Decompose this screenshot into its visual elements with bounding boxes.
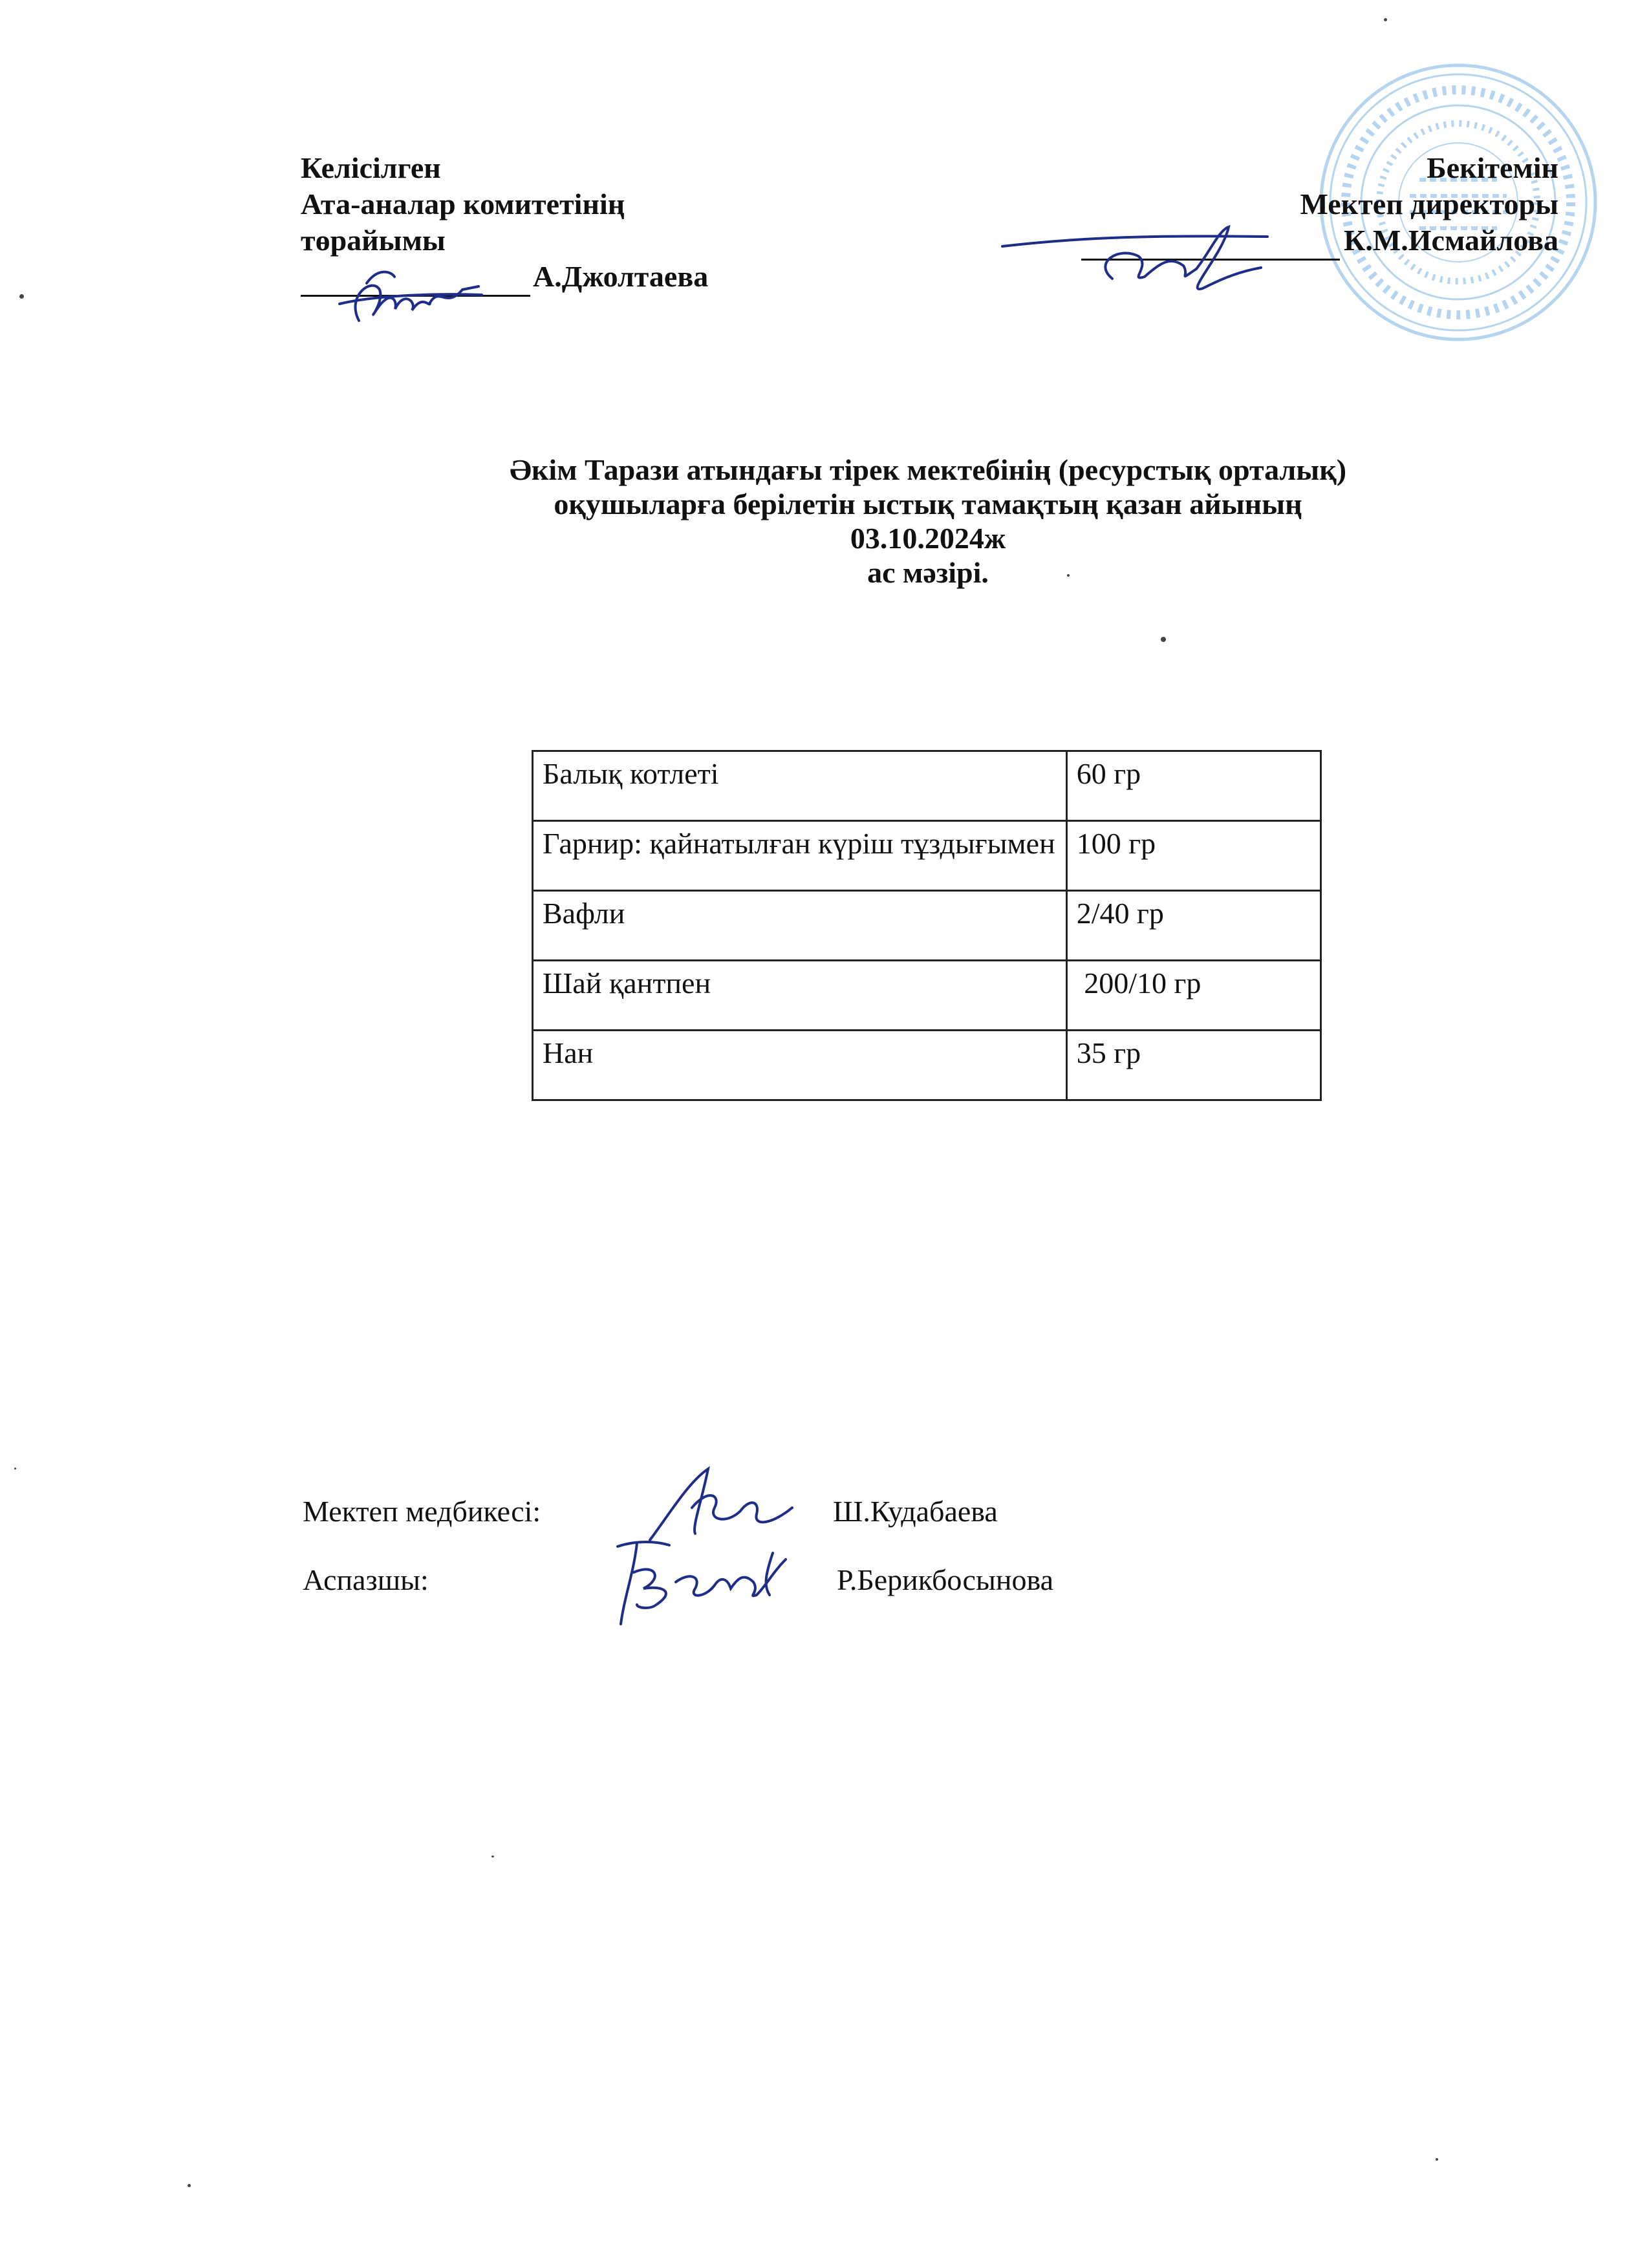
agreed-role: төрайымы [301, 224, 446, 257]
title-line-school: Әкім Тарази атындағы тірек мектебінің (ресурстық орталық) [509, 453, 1347, 486]
dish-cell: Вафли [533, 891, 1067, 961]
agreed-committee: Ата-аналар комитетінің [301, 187, 625, 220]
portion-cell: 200/10 гр [1066, 961, 1320, 1031]
dish-cell: Нан [533, 1031, 1067, 1100]
menu-title [0, 453, 1649, 590]
committee-signature [333, 264, 488, 335]
dish-cell: Балық котлеті [533, 751, 1067, 821]
approved-name: К.М.Исмайлова [1344, 224, 1558, 257]
cook-name: Р.Берикбосынова [837, 1563, 1054, 1596]
scan-speck [1067, 574, 1070, 577]
table-row [533, 961, 1321, 1031]
dish-cell: Шай қантпен [533, 961, 1067, 1031]
table-row [533, 821, 1321, 891]
scan-speck [1436, 2158, 1438, 2161]
dish-cell: Гарнир: қайнатылған күріш тұздығымен [533, 821, 1067, 891]
menu-table [532, 750, 1322, 1101]
scan-speck [491, 1856, 494, 1857]
table-row [533, 751, 1321, 821]
director-signature [989, 217, 1280, 301]
scan-speck [1384, 18, 1387, 21]
title-line-meal: оқушыларға берілетін ыстық тамақтың қазан айының [554, 487, 1302, 520]
portion-cell: 100 гр [1066, 821, 1320, 891]
scan-speck [19, 294, 24, 299]
approved-role: Мектеп директоры [1300, 187, 1558, 220]
scan-speck [188, 2184, 191, 2187]
table-row [533, 1031, 1321, 1100]
scan-speck [1161, 637, 1166, 642]
cook-signature [598, 1534, 812, 1637]
agreed-name: А.Джолтаева [533, 260, 709, 293]
scan-speck [14, 1468, 16, 1470]
portion-cell: 2/40 гр [1066, 891, 1320, 961]
nurse-label: Мектеп медбикесі: [303, 1495, 541, 1528]
title-date: 03.10.2024ж [850, 522, 1006, 555]
cook-label: Аспазшы: [303, 1563, 429, 1596]
table-row [533, 891, 1321, 961]
portion-cell: 60 гр [1066, 751, 1320, 821]
portion-cell: 35 гр [1066, 1031, 1320, 1100]
approved-heading: Бекітемін [1427, 151, 1558, 184]
title-line-menu: ас мәзірі. [867, 556, 989, 589]
agreed-heading: Келісілген [301, 151, 441, 184]
nurse-name: Ш.Кудабаева [833, 1495, 998, 1528]
